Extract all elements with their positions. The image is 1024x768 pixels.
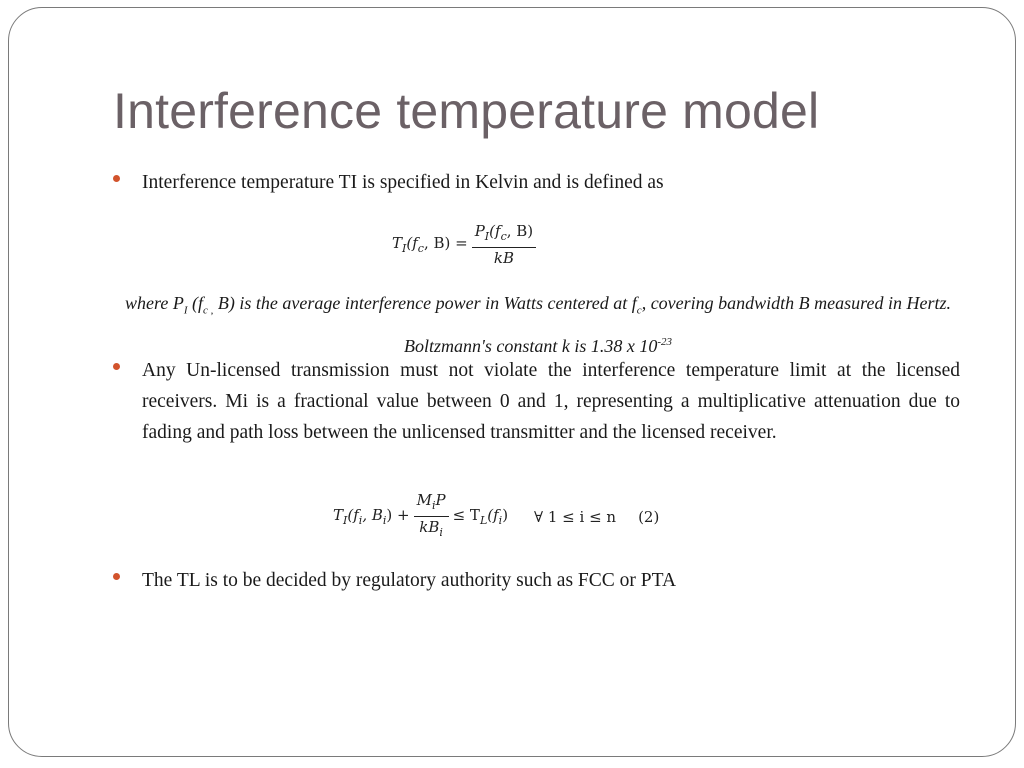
bullet-item-3	[113, 565, 676, 596]
formula-2-rhs: ≤ $T_L(f_i)$	[452, 506, 509, 527]
formula-1	[392, 222, 540, 267]
formula-1-lhs: $T_I(f_c$, B) =	[392, 234, 468, 255]
formula-2-fraction: $\frac{M_iP}{kB_i}$	[414, 491, 449, 542]
bullet-dot-icon	[113, 573, 120, 580]
formula-2-quantifier: ∀ 1 ≤ i ≤ n	[534, 507, 617, 526]
formula-1-explanation: where $P_I$ ($f_{c ,}$ B) is the average interference power in Watts centered at $f_c$, covering bandwidth B measured in Hertz. Boltzmann's constant k is 1.38 x $10^{-23}$	[125, 293, 951, 356]
bullet-text-1: Interference temperature TI is specified in Kelvin and is defined as	[142, 172, 664, 193]
formula-2	[333, 491, 659, 542]
bullet-item-2	[113, 355, 960, 448]
formula-2-lhs: $T_I(f_i$, $B_i$) +	[333, 506, 410, 527]
formula-2-equation-number: (2)	[638, 507, 660, 526]
bullet-text-2: Any Un-licensed transmission must not violate the interference temperature limit at the licensed receivers. Mi is a fractional value between 0 and 1, representing a multiplicative attenuation due to fading and path loss between the unlicensed transmitter and the licensed receiver.	[142, 360, 960, 443]
bullet-text-3: The TL is to be decided by regulatory authority such as FCC or PTA	[142, 570, 677, 591]
formula-1-fraction: $\frac{P_I(f_c, B)}{kB}$	[472, 222, 536, 267]
slide-title: Interference temperature model	[113, 83, 820, 139]
bullet-dot-icon	[113, 363, 120, 370]
bullet-dot-icon	[113, 175, 120, 182]
bullet-item-1	[113, 167, 664, 198]
